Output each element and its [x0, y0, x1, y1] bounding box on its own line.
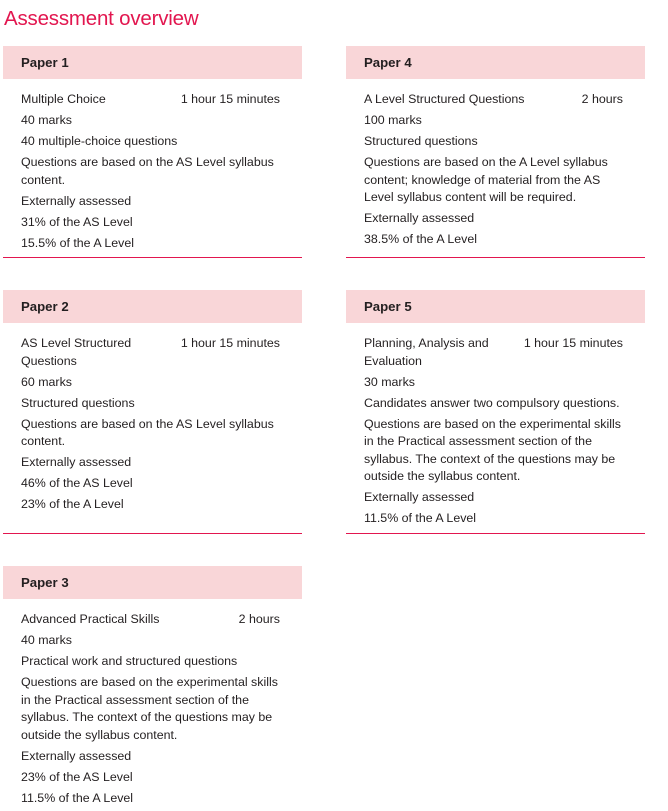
component-row: [21, 91, 280, 109]
detail-line: 11.5% of the A Level: [364, 511, 477, 525]
detail-line: Externally assessed: [364, 211, 475, 225]
detail-line: Externally assessed: [21, 748, 132, 763]
paper-1-card: [3, 46, 302, 258]
detail-line: 15.5% of the A Level: [21, 235, 134, 250]
detail-line: 30 marks: [364, 374, 415, 389]
paper-heading: Paper 5: [346, 290, 645, 323]
component-name: Multiple Choice: [21, 92, 106, 106]
paper-heading: Paper 4: [346, 46, 645, 79]
detail-line: 23% of the A Level: [21, 497, 124, 511]
component-row: [364, 91, 623, 109]
paper-heading: Paper 2: [3, 290, 302, 323]
paper-heading: Paper 1: [3, 46, 302, 79]
paper-details: [3, 611, 302, 807]
detail-line: 40 marks: [21, 633, 72, 647]
detail-line: Structured questions: [21, 395, 135, 410]
detail-line: 46% of the AS Level: [21, 476, 133, 490]
component-name: Planning, Analysis and Evaluation: [364, 336, 489, 368]
paper-details: [3, 335, 302, 514]
component-duration: 1 hour 15 minutes: [523, 336, 623, 350]
component-name: A Level Structured Questions: [364, 92, 525, 106]
detail-line: Externally assessed: [364, 490, 475, 504]
detail-line: Questions are based on the experimental skills in the Practical assessment section of the syllabus. The context of the questions may be outside the syllabus content.: [364, 416, 621, 483]
component-name: Advanced Practical Skills: [21, 612, 160, 626]
paper-details: [346, 335, 645, 528]
paper-details: [346, 91, 645, 249]
detail-line: Questions are based on the A Level syllabus content; knowledge of material from the AS Level syllabus content will be required.: [364, 155, 608, 204]
detail-line: 40 marks: [21, 113, 72, 127]
detail-line: Externally assessed: [21, 455, 132, 469]
detail-line: 38.5% of the A Level: [364, 232, 477, 246]
detail-line: Questions are based on the AS Level syllabus content.: [21, 155, 274, 187]
page-title: Assessment overview: [4, 7, 199, 30]
detail-line: Questions are based on the experimental skills in the Practical assessment section of the syllabus. The context of the questions may be outside the syllabus content.: [21, 675, 278, 742]
paper-3-card: [3, 566, 302, 811]
paper-5-card: [346, 290, 645, 534]
detail-line: 100 marks: [364, 113, 422, 127]
component-duration: 2 hours: [238, 612, 280, 626]
component-duration: 2 hours: [581, 92, 623, 106]
detail-line: Practical work and structured questions: [21, 654, 238, 668]
detail-line: Candidates answer two compulsory questions.: [364, 395, 620, 410]
component-duration: 1 hour 15 minutes: [180, 92, 280, 106]
detail-line: Questions are based on the AS Level syllabus content.: [21, 416, 274, 448]
detail-line: 60 marks: [21, 374, 72, 389]
component-name: AS Level Structured Questions: [21, 336, 132, 368]
detail-line: 11.5% of the A Level: [21, 790, 134, 805]
paper-details: [3, 91, 302, 252]
component-row: [364, 335, 623, 370]
detail-line: 23% of the AS Level: [21, 769, 133, 784]
paper-heading: Paper 3: [3, 566, 302, 599]
component-duration: 1 hour 15 minutes: [180, 336, 280, 350]
component-row: [21, 335, 280, 370]
component-row: [21, 611, 280, 629]
detail-line: 31% of the AS Level: [21, 214, 133, 229]
detail-line: Externally assessed: [21, 193, 132, 208]
paper-4-card: [346, 46, 645, 258]
detail-line: Structured questions: [364, 134, 478, 148]
detail-line: 40 multiple-choice questions: [21, 134, 178, 148]
paper-2-card: [3, 290, 302, 534]
